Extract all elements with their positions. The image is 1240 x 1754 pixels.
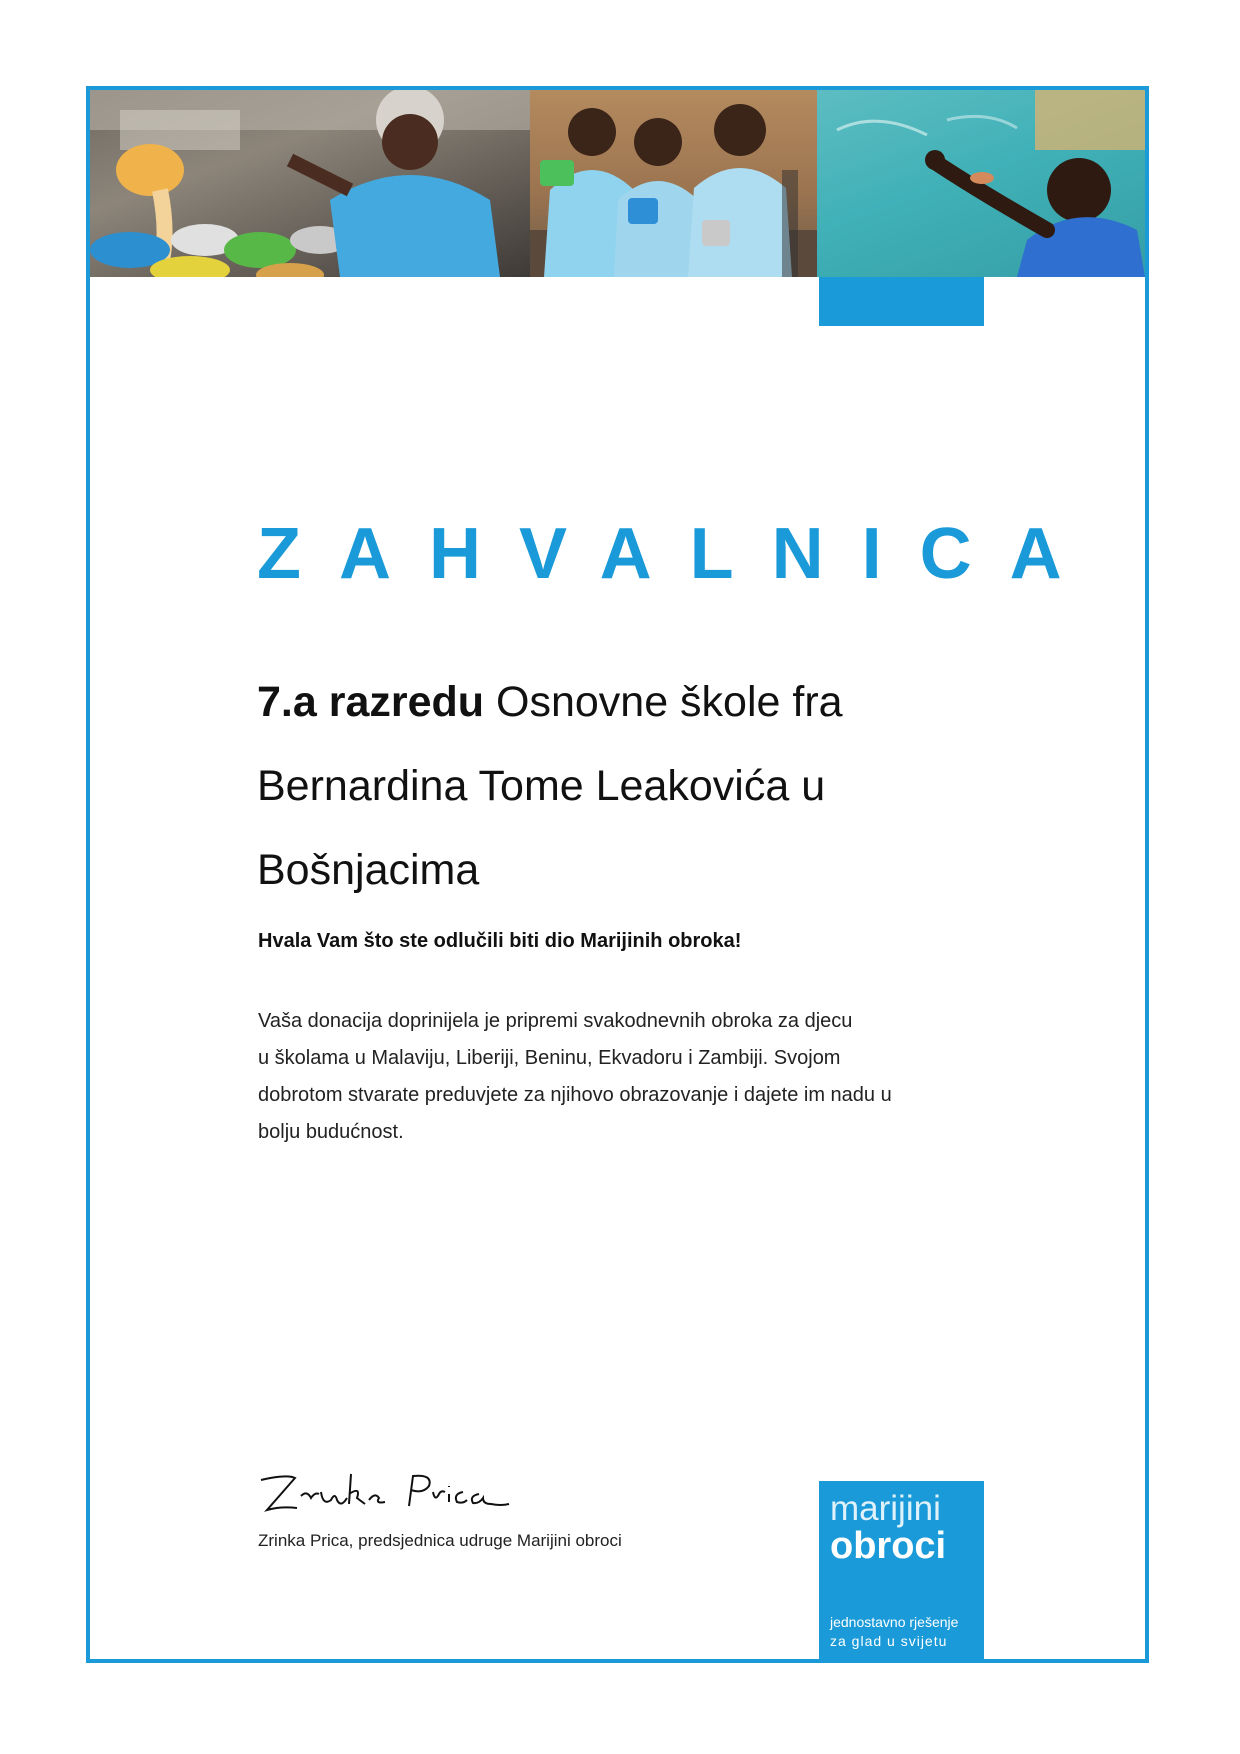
certificate-title: ZAHVALNICA xyxy=(257,514,1100,594)
marijini-obroci-logo xyxy=(819,1481,984,1663)
signature-icon xyxy=(257,1470,517,1525)
signer-caption: Zrinka Prica, predsjednica udruge Marijini obroci xyxy=(258,1531,622,1550)
recipient-line-2: Bernardina Tome Leakovića u xyxy=(257,762,826,810)
logo-word-marijini: marijini xyxy=(830,1489,941,1528)
handwritten-signature xyxy=(257,1470,517,1530)
accent-tab xyxy=(819,277,984,326)
recipient-line-3: Bošnjacima xyxy=(257,846,480,894)
header-photo-strip xyxy=(90,90,1145,277)
thanks-heading: Hvala Vam što ste odlučili biti dio Marijinih obroka! xyxy=(258,930,742,952)
body-paragraph xyxy=(258,1003,998,1151)
photo-children-cups xyxy=(530,90,817,277)
logo-word-obroci: obroci xyxy=(830,1525,947,1567)
body-line: bolju budućnost. xyxy=(258,1121,404,1143)
recipient-school-start: Osnovne škole fra xyxy=(484,678,843,726)
recipient-name xyxy=(257,660,977,912)
photo-icon xyxy=(530,90,817,277)
body-line: u školama u Malaviju, Liberiji, Beninu, Ekvadoru i Zambiji. Svojom xyxy=(258,1047,841,1069)
logo-tagline-2: za glad u svijetu xyxy=(830,1633,948,1649)
body-line: dobrotom stvarate preduvjete za njihovo obrazovanje i dajete im nadu u xyxy=(258,1084,892,1106)
photo-icon xyxy=(817,90,1145,277)
recipient-class: 7.a razredu xyxy=(257,678,485,726)
body-line: Vaša donacija doprinijela je pripremi svakodnevnih obroka za djecu xyxy=(258,1010,853,1032)
photo-meal-cooking xyxy=(90,90,530,277)
photo-child-chalkboard xyxy=(817,90,1145,277)
recipient-line-1 xyxy=(257,660,977,744)
photo-icon xyxy=(90,90,530,277)
logo-tagline-1: jednostavno rješenje xyxy=(830,1614,959,1630)
